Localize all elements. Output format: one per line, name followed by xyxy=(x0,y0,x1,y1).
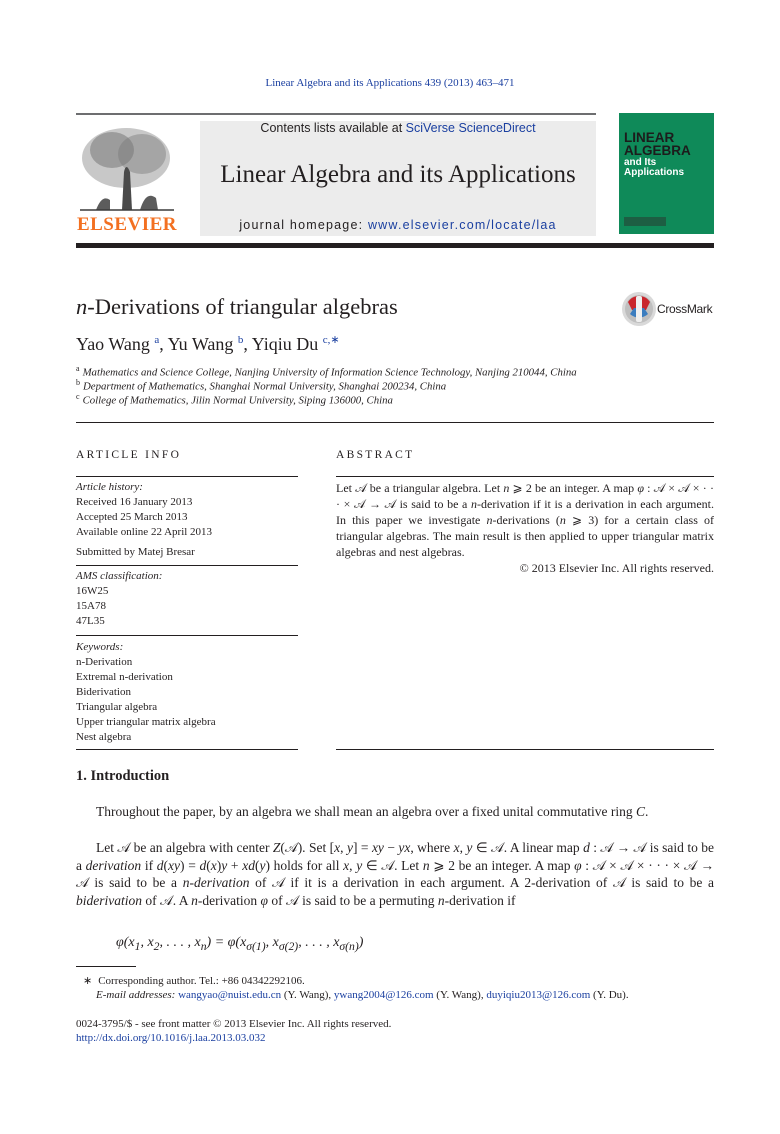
author-affil-link[interactable]: b xyxy=(237,334,244,346)
author-separator: , xyxy=(243,334,252,354)
affiliation xyxy=(76,364,577,379)
intro-paragraph: Throughout the paper, by an algebra we shall mean an algebra over a fixed unital commutative ring C. xyxy=(96,804,649,819)
email-link[interactable]: ywang2004@126.com xyxy=(333,989,434,1001)
affiliation-key: a xyxy=(76,364,80,373)
cover-subtitle-line: Applications xyxy=(624,167,685,178)
affiliation xyxy=(76,378,446,393)
journal-reference[interactable]: Linear Algebra and its Applications 439 (2013) 463–471 xyxy=(265,77,515,89)
journal-cover[interactable] xyxy=(619,113,714,234)
ams-label: AMS classification: xyxy=(76,570,163,582)
cover-title xyxy=(624,131,691,157)
footnote-rule xyxy=(76,966,136,967)
email-owner: (Y. Wang) xyxy=(436,989,481,1001)
homepage-prefix: journal homepage: xyxy=(239,218,368,232)
issn-line: 0024-3795/$ - see front matter © 2013 Elsevier Inc. All rights reserved. xyxy=(76,1018,392,1030)
keyword: Nest algebra xyxy=(76,731,132,743)
corresponding-footnote xyxy=(76,974,305,987)
footnote-star: ∗ xyxy=(83,975,93,987)
keyword: Extremal n-derivation xyxy=(76,671,173,683)
author-name: Yu Wang xyxy=(167,334,234,354)
affiliation-key: b xyxy=(76,378,80,387)
submitted-by: Submitted by Matej Bresar xyxy=(76,546,195,558)
author-separator: , xyxy=(159,334,168,354)
email-link[interactable]: wangyao@nuist.edu.cn xyxy=(178,989,282,1001)
header-top-rule xyxy=(76,113,596,115)
author-name: Yiqiu Du xyxy=(251,334,319,354)
keyword: Biderivation xyxy=(76,686,131,698)
title-text: -Derivations of triangular algebras xyxy=(87,294,398,319)
contents-line xyxy=(200,121,596,135)
crossmark-label[interactable]: CrossMark xyxy=(657,302,713,316)
cover-subtitle-line: and Its xyxy=(624,157,657,168)
section-heading-introduction: 1. Introduction xyxy=(76,768,170,784)
abstract-rule xyxy=(336,476,714,477)
keyword: n-Derivation xyxy=(76,656,133,668)
info-bottom-rule xyxy=(76,749,298,750)
article-history xyxy=(76,480,212,540)
corresponding-text: Corresponding author. Tel.: +86 04342292106. xyxy=(98,975,305,987)
email-owner: (Y. Wang) xyxy=(283,989,329,1001)
cover-subtitle xyxy=(624,158,684,178)
cover-publisher-strip xyxy=(624,217,666,226)
keywords-rule xyxy=(76,635,298,636)
affiliation-key: c xyxy=(76,392,80,401)
author-name: Yao Wang xyxy=(76,334,150,354)
journal-title: Linear Algebra and its Applications xyxy=(220,161,576,188)
article-info-rule xyxy=(76,476,298,477)
equation-permuting: $\varphi(x_1$, $x_2$, . . . , $x_n) = \varphi(x_{\sigma(1)}$, $x_{\sigma(2)}$, . . . , $x_{\sigma(n)}$) xyxy=(116,935,364,953)
history-label: Article history: xyxy=(76,481,143,493)
article-info-heading: ARTICLE INFO xyxy=(76,449,182,461)
header-bottom-rule xyxy=(76,243,714,248)
homepage-link[interactable]: www.elsevier.com/locate/laa xyxy=(367,218,557,232)
history-item: Accepted 25 March 2013 xyxy=(76,511,188,523)
author-list xyxy=(76,333,340,355)
author-affil-link[interactable]: c,∗ xyxy=(322,334,340,346)
ams-code: 15A78 xyxy=(76,600,106,612)
abstract-copyright: © 2013 Elsevier Inc. All rights reserved. xyxy=(519,561,714,575)
title-italic-n: n xyxy=(76,294,88,319)
elsevier-wordmark: ELSEVIER xyxy=(76,214,178,235)
keyword: Triangular algebra xyxy=(76,701,158,713)
ams-code: 16W25 xyxy=(76,585,109,597)
affiliation xyxy=(76,392,393,407)
affiliation-text: College of Mathematics, Jilin Normal University, Siping 136000, China xyxy=(82,394,393,407)
history-item: Available online 22 April 2013 xyxy=(76,526,213,538)
intro-paragraph: Let 𝒜 be an algebra with center Z(𝒜). Set [x, y] = xy − yx, where x, y ∈ 𝒜. A linear map d : 𝒜 → 𝒜 is said to be a derivation if d(xy) = d(x)y + xd(y) holds for all x, y ∈ 𝒜. Let n ⩾ 2 be an integer. A map φ : 𝒜 × 𝒜 × · · · × 𝒜 → 𝒜 is said to be a n-derivation of 𝒜 if it is a derivation in each argument. A 2-derivation of 𝒜 is said to be a biderivation of 𝒜. A n-derivation φ of 𝒜 is said to be a permuting n-derivation if xyxy=(76,840,715,908)
abstract-body xyxy=(336,480,714,576)
email-link[interactable]: duyiqiu2013@126.com xyxy=(486,989,591,1001)
author-affil-link[interactable]: a xyxy=(154,334,160,346)
info-top-rule xyxy=(76,422,714,423)
doi-link[interactable]: http://dx.doi.org/10.1016/j.laa.2013.03.032 xyxy=(76,1032,266,1044)
ams-code: 47L35 xyxy=(76,615,105,627)
affiliation-text: Department of Mathematics, Shanghai Normal University, Shanghai 200234, China xyxy=(83,380,447,393)
cover-title-line: LINEAR xyxy=(624,130,675,145)
abstract-paragraph: Let 𝒜 be a triangular algebra. Let n ⩾ 2 be an integer. A map φ : 𝒜 × 𝒜 × · · · × 𝒜 → 𝒜 is said to be a n-derivation if it is a derivation in each argument. In this paper we investigate n-derivations (n ⩾ 3) for a certain class of triangular algebras. The main result is then applied to upper triangular matrix algebras and nest algebras. xyxy=(336,481,714,559)
email-owner: (Y. Du) xyxy=(593,989,626,1001)
email-label: E-mail addresses: xyxy=(96,989,176,1001)
ams-classification xyxy=(76,569,162,629)
paper-title xyxy=(76,294,398,320)
keywords xyxy=(76,640,216,745)
ams-rule xyxy=(76,565,298,566)
keyword: Upper triangular matrix algebra xyxy=(76,716,216,728)
abstract-heading: ABSTRACT xyxy=(336,449,415,461)
affiliation-text: Mathematics and Science College, Nanjing University of Information Science Technology, Nanjing 210044, China xyxy=(82,366,577,379)
keywords-label: Keywords: xyxy=(76,641,124,653)
sciencedirect-link[interactable]: SciVerse ScienceDirect xyxy=(405,121,536,135)
abstract-bottom-rule xyxy=(336,749,714,750)
contents-prefix: Contents lists available at xyxy=(260,121,406,135)
cover-title-line: ALGEBRA xyxy=(624,143,691,158)
email-footnote: E-mail addresses: wangyao@nuist.edu.cn (Y. Wang), ywang2004@126.com (Y. Wang), duyiqiu2013@126.com (Y. Du). xyxy=(96,989,629,1001)
history-item: Received 16 January 2013 xyxy=(76,496,193,508)
homepage-line xyxy=(200,218,596,232)
